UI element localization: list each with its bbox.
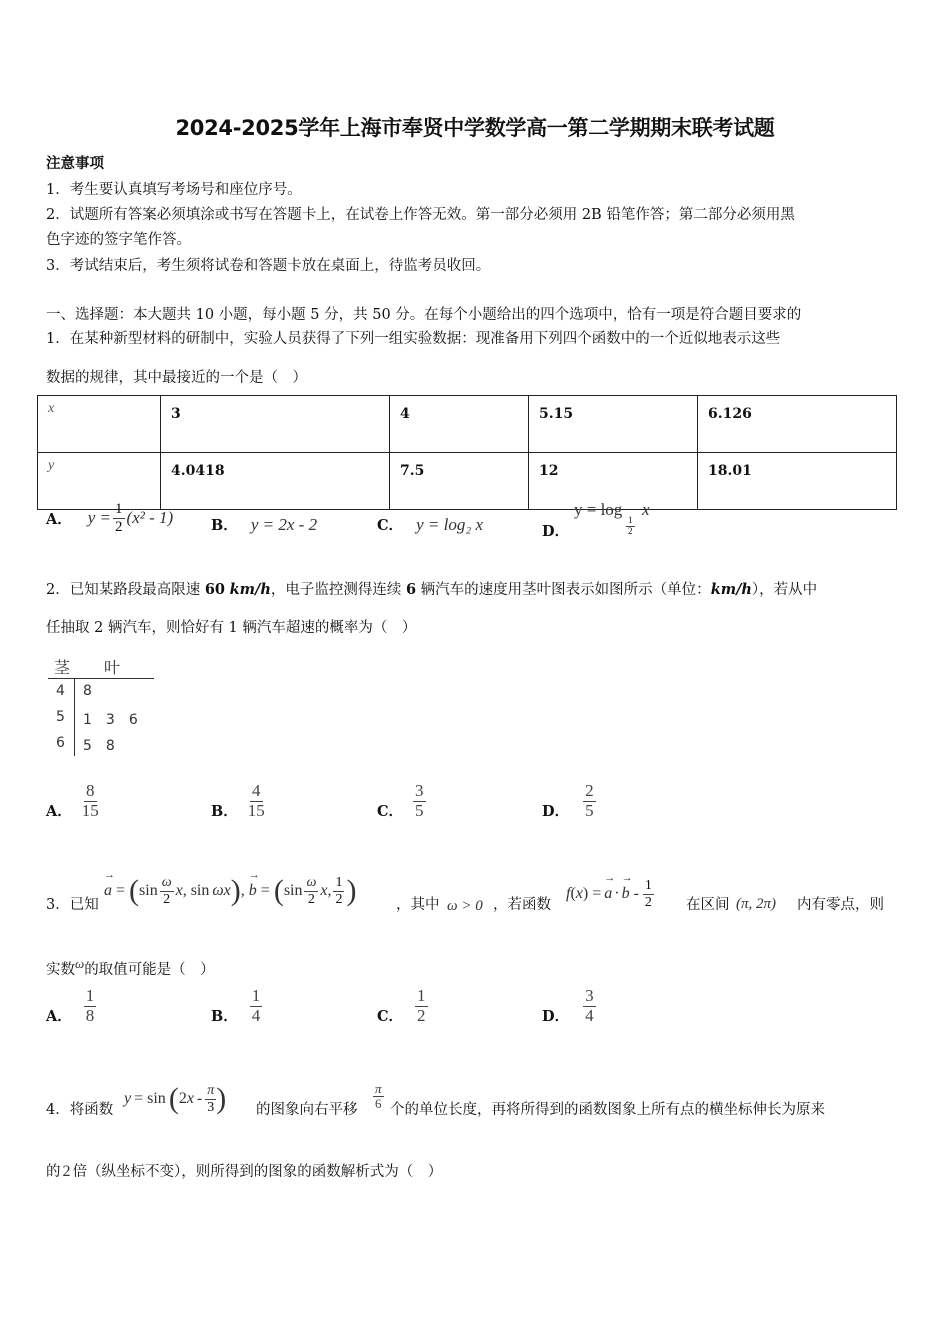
- q1-option-d-var: x: [642, 500, 650, 519]
- frac-numerator: 8: [86, 781, 95, 801]
- q1-option-a-body: (x² - 1): [126, 508, 174, 527]
- q3-text: 在区间: [686, 897, 730, 913]
- q2-option-b[interactable]: [211, 782, 267, 821]
- q1-option-a-frac: [113, 501, 125, 535]
- table-cell: x: [38, 396, 161, 453]
- q3-condition: ω > 0: [447, 898, 483, 914]
- q2-count: 6: [405, 581, 417, 598]
- leaf-values: 1 3 6: [83, 712, 138, 728]
- q3-text: ，其中: [396, 897, 440, 913]
- notice-item-2-cont: 色字迹的签字笔作答。: [46, 232, 191, 248]
- q4-text: 个的单位长度，再将所得到的函数图象上所有点的横坐标伸长为原来: [390, 1102, 825, 1118]
- frac-denominator: 2: [115, 518, 123, 535]
- page-title: 2024-2025学年上海市奉贤中学数学高一第二学期期末联考试题: [175, 116, 775, 140]
- stem-value: 6: [56, 735, 65, 751]
- option-label: B．: [211, 1008, 238, 1025]
- q2-stem-line2: 任抽取 2 辆汽车，则恰好有 1 辆汽车超速的概率为（ ）: [46, 620, 417, 636]
- q3-option-b[interactable]: [211, 987, 262, 1026]
- table-cell: 6.126: [698, 396, 897, 453]
- option-label: D．: [542, 803, 570, 820]
- frac-numerator: 1: [628, 515, 633, 525]
- frac-numerator: 2: [585, 781, 594, 801]
- option-fraction: [84, 987, 97, 1025]
- option-label: D．: [542, 1008, 570, 1025]
- table-cell: 3: [161, 396, 390, 453]
- section-heading: 一、选择题：本大题共 10 小题，每小题 5 分，共 50 分。在每个小题给出的四个选项中，恰有一项是符合题目要求的: [46, 307, 802, 323]
- frac-denominator: 4: [251, 1006, 261, 1025]
- frac-denominator: 5: [585, 801, 594, 820]
- frac-numerator: 1: [417, 986, 426, 1006]
- option-fraction: [413, 782, 426, 820]
- q1-data-table: [37, 395, 897, 510]
- q4-text: 的: [46, 1164, 61, 1180]
- q3-text: 的取值可能是（ ）: [84, 961, 215, 978]
- q4-stem-line2: [46, 1160, 442, 1181]
- q2-text: 2．已知某路段最高限速: [46, 582, 205, 598]
- q1-option-b-body: y = 2x - 2: [250, 515, 318, 534]
- notice-item-3: 3．考试结束后，考生须将试卷和答题卡放在桌面上，待监考员收回。: [46, 258, 491, 274]
- frac-denominator: 5: [415, 801, 424, 820]
- q1-option-a[interactable]: [46, 494, 173, 542]
- q3-interval: (π, 2π): [736, 896, 777, 912]
- q2-option-a[interactable]: [46, 782, 101, 821]
- q2-text: 辆汽车的速度用茎叶图表示如图所示（单位：: [416, 582, 711, 598]
- frac-numerator: 1: [85, 986, 95, 1006]
- table-cell: y: [38, 453, 161, 510]
- q1-option-d-body: y = log: [574, 500, 623, 519]
- q3-function: f ( x ) = → a · → b - $\frac{1}{2}$: [566, 872, 652, 910]
- leaf-values: 8: [83, 683, 92, 699]
- vector-a: → a: [104, 869, 115, 899]
- option-fraction: [246, 782, 267, 820]
- omega-symbol: ω: [75, 956, 85, 971]
- q1-option-c[interactable]: [377, 514, 483, 535]
- option-label: C．: [377, 1008, 404, 1025]
- vector-b: → b: [248, 869, 260, 899]
- frac-denominator: 15: [81, 801, 99, 820]
- q4-shift: $\frac{\pi}{6}$: [375, 1081, 382, 1112]
- option-label: B．: [211, 517, 238, 534]
- q3-option-d[interactable]: [542, 987, 596, 1026]
- q1-option-c-body: y = log₂ x: [416, 515, 484, 534]
- notice-heading: 注意事项: [46, 155, 104, 172]
- leaf-values: 5 8: [83, 738, 115, 754]
- option-label: C．: [377, 517, 404, 534]
- q1-option-a-lhs: y =: [87, 508, 112, 527]
- option-label: D．: [542, 523, 570, 540]
- option-fraction: [80, 782, 101, 820]
- q2-unit-2: km/h: [710, 581, 752, 598]
- q2-text: ），若从中: [751, 582, 818, 598]
- q1-stem-line1: 1．在某种新型材料的研制中，实验人员获得了下列一组实验数据：现准备用下列四个函数中的一个近似地表示这些: [46, 331, 781, 347]
- frac-numerator: 3: [415, 781, 424, 801]
- table-cell: 18.01: [698, 453, 897, 510]
- stem-leaf-hline: [48, 678, 154, 679]
- leaf-header: 叶: [104, 658, 121, 677]
- frac-denominator: 8: [85, 1006, 95, 1025]
- q3-vectors: → a = ( sin $\frac{\omega}{2}$ x , sin ωx ) , → b = ( sin $\frac{\omega}{2}$ x , $\frac{1}{2}$ ): [104, 869, 357, 907]
- stem-header: 茎: [54, 658, 71, 677]
- frac-numerator: 1: [251, 986, 261, 1006]
- q2-text: ，电子监控测得连续: [270, 582, 406, 598]
- notice-item-2: 2．试题所有答案必须填涂或书写在答题卡上，在试卷上作答无效。第一部分必须用 2B 铅笔作答；第二部分必须用黑: [46, 207, 795, 223]
- q4-text: 的图象向右平移: [256, 1102, 358, 1118]
- frac-denominator: 15: [247, 801, 265, 820]
- q3-prefix: 3．已知: [46, 897, 99, 913]
- q4-factor: 2: [62, 1163, 71, 1180]
- q3-option-a[interactable]: [46, 987, 96, 1026]
- q2-speed: 60: [204, 581, 226, 598]
- table-cell: 4.0418: [161, 453, 390, 510]
- q2-option-d[interactable]: [542, 782, 596, 821]
- option-fraction: [250, 987, 263, 1025]
- q3-text: ，若函数: [493, 897, 551, 913]
- frac-denominator: 2: [628, 525, 633, 536]
- frac-numerator: 1: [115, 501, 123, 517]
- frac-denominator: 4: [585, 1006, 594, 1025]
- table-cell: 5.15: [529, 396, 698, 453]
- table-cell: 4: [390, 396, 529, 453]
- q4-text: 倍（纵坐标不变），则所得到的图象的函数解析式为（ ）: [72, 1164, 443, 1180]
- table-row: [38, 396, 897, 453]
- option-label: A．: [46, 803, 72, 820]
- q3-stem-line2: [46, 956, 215, 979]
- q1-option-b[interactable]: [211, 514, 317, 535]
- frac-numerator: 4: [252, 781, 261, 801]
- option-label: B．: [211, 803, 238, 820]
- option-fraction: [415, 987, 428, 1025]
- q2-stem-line1: [46, 578, 817, 599]
- q2-unit: km/h: [229, 581, 271, 598]
- q3-option-c[interactable]: [377, 987, 428, 1026]
- q1-option-d-base: [626, 516, 635, 537]
- stem-leaf-vline: [74, 678, 75, 756]
- q2-option-c[interactable]: [377, 782, 426, 821]
- q1-stem-line2: 数据的规律，其中最接近的一个是（ ）: [46, 370, 307, 386]
- stem-value: 4: [56, 683, 65, 699]
- option-fraction: [583, 782, 596, 820]
- q3-text: 内有零点，则: [797, 897, 884, 913]
- option-label: C．: [377, 803, 404, 820]
- q4-function: y = sin ( 2 x - $\frac{\pi}{3}$ ): [124, 1082, 227, 1115]
- q3-text: 实数: [46, 961, 75, 978]
- option-label: A．: [46, 510, 72, 528]
- table-cell: 12: [529, 453, 698, 510]
- stem-value: 5: [56, 709, 65, 725]
- notice-item-1: 1．考生要认真填写考场号和座位序号。: [46, 182, 302, 198]
- stem-leaf-plot: [46, 652, 156, 756]
- q4-prefix: 4．将函数: [46, 1102, 114, 1118]
- frac-numerator: 3: [585, 986, 594, 1006]
- table-cell: 7.5: [390, 453, 529, 510]
- option-fraction: [583, 987, 596, 1025]
- option-label: A．: [46, 1008, 72, 1025]
- frac-denominator: 2: [417, 1006, 426, 1025]
